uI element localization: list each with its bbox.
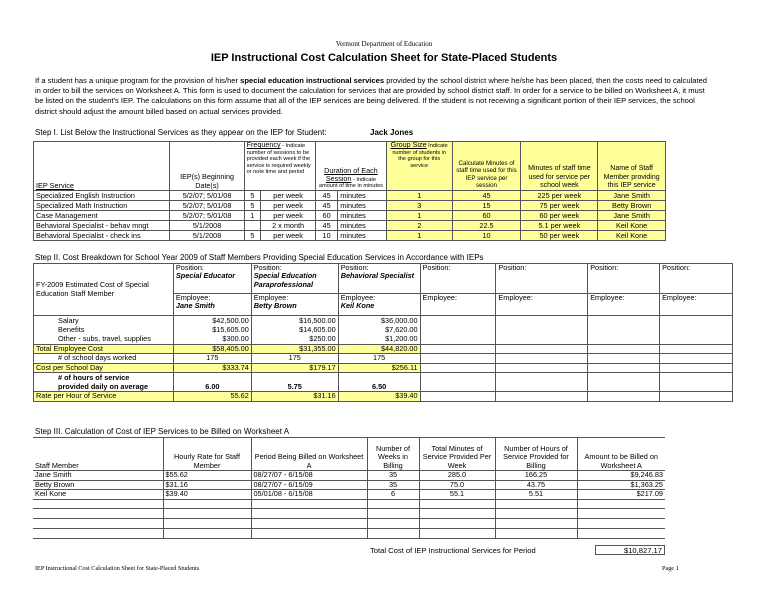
employee-label: Employee: bbox=[175, 293, 211, 302]
salary bbox=[34, 316, 733, 326]
header-iep-service: IEP Service bbox=[34, 142, 170, 191]
service-staff-name: Betty Brown bbox=[598, 201, 666, 211]
billing-amount: $9,246.83 bbox=[577, 471, 665, 481]
other-costs-value: $300.00 bbox=[173, 335, 251, 345]
empty-cell bbox=[163, 509, 251, 519]
employee-cell-empty: Employee: bbox=[660, 294, 733, 316]
billing-minutes: 55.1 bbox=[419, 490, 495, 500]
position-row bbox=[34, 264, 733, 294]
employee-cell bbox=[251, 294, 338, 316]
header-staff-name: Name of Staff Member providing this IEP service bbox=[598, 142, 666, 191]
empty-cell bbox=[660, 335, 733, 345]
employee-cell bbox=[173, 294, 251, 316]
position-label: Position: bbox=[253, 263, 282, 272]
header-weeks: Number of Weeks in Billing bbox=[367, 438, 419, 471]
empty-cell bbox=[495, 499, 577, 509]
empty-cell bbox=[367, 528, 419, 538]
empty-cell bbox=[420, 392, 496, 402]
empty-cell bbox=[251, 499, 367, 509]
billing-member: Betty Brown bbox=[33, 480, 163, 490]
other-costs-value: $250.00 bbox=[251, 335, 338, 345]
billing-hours: 166.25 bbox=[495, 471, 577, 481]
empty-cell bbox=[33, 528, 163, 538]
service-group-size: 3 bbox=[386, 201, 452, 211]
step3-label: Step III. Calculation of Cost of IEP Services to be Billed on Worksheet A bbox=[35, 427, 290, 436]
service-minutes-week: 225 per week bbox=[521, 191, 598, 201]
service-duration-unit: minutes bbox=[338, 201, 387, 211]
service-group-size: 1 bbox=[386, 211, 452, 221]
service-duration: 45 bbox=[315, 201, 337, 211]
service-name: Case Management bbox=[34, 211, 170, 221]
service-dates: 5/2/07; 5/01/08 bbox=[170, 201, 244, 211]
total-cost-label: Total Cost of IEP Instructional Services for Period bbox=[370, 546, 536, 555]
service-staff-name: Jane Smith bbox=[598, 191, 666, 201]
service-group-size: 2 bbox=[386, 221, 452, 231]
benefits-label: Benefits bbox=[34, 325, 174, 335]
service-minutes-week: 50 per week bbox=[521, 231, 598, 241]
school-days-value: 175 bbox=[173, 354, 251, 364]
empty-cell bbox=[588, 382, 660, 392]
header-minutes-week: Minutes of staff time used for service per school week bbox=[521, 142, 598, 191]
position-cell bbox=[338, 264, 420, 294]
billing-row bbox=[33, 490, 665, 500]
hours-daily-label2: provided daily on average bbox=[34, 382, 174, 392]
empty-cell bbox=[496, 382, 588, 392]
salary-value: $36,000.00 bbox=[338, 316, 420, 326]
empty-cell bbox=[577, 509, 665, 519]
empty-cell bbox=[496, 373, 588, 383]
school-days bbox=[34, 354, 733, 364]
service-duration-unit: minutes bbox=[338, 211, 387, 221]
service-duration-unit: minutes bbox=[338, 191, 387, 201]
service-period: per week bbox=[261, 191, 316, 201]
empty-cell bbox=[495, 519, 577, 529]
empty-cell bbox=[660, 316, 733, 326]
employee-name: Jane Smith bbox=[175, 301, 215, 311]
billing-rate: $39.40 bbox=[163, 490, 251, 500]
header-billing-period: Period Being Billed on Worksheet A bbox=[251, 438, 367, 471]
service-row bbox=[34, 231, 666, 241]
intro-paragraph: If a student has a unique program for the provision of his/her special education instructional services provided by the school district where he/she has been placed, then the costs need to calculated in order to bill the services on Worksheet A. This form is used to document the calculation for services that are provided by school district staff. In order for a service to be billed on Worksheet A, it must be listed on the student's IEP. The calculations on this form assume that all of the IEP services are being delivered. If the student is not receiving a significant portion of their IEP services, the school district should adjust the amount billed based on actual services provided. bbox=[35, 76, 708, 116]
empty-cell bbox=[577, 519, 665, 529]
billing-hours: 43.75 bbox=[495, 480, 577, 490]
empty-cell bbox=[251, 509, 367, 519]
empty-cell bbox=[420, 382, 496, 392]
empty-cell bbox=[33, 519, 163, 529]
service-minutes-week: 75 per week bbox=[521, 201, 598, 211]
service-name: Specialized Math Instruction bbox=[34, 201, 170, 211]
cost-per-day-value: $333.74 bbox=[173, 363, 251, 373]
step3-table bbox=[33, 437, 665, 539]
hourly-rate bbox=[34, 392, 733, 402]
hours-daily-value: 6.50 bbox=[338, 373, 420, 392]
empty-cell bbox=[367, 499, 419, 509]
empty-cell bbox=[419, 509, 495, 519]
cost-row-label: FY-2009 Estimated Cost of Special Education Staff Member bbox=[34, 264, 174, 316]
service-dates: 5/1/2008 bbox=[170, 231, 244, 241]
billing-row-empty bbox=[33, 528, 665, 538]
header-staff-member: Staff Member bbox=[33, 438, 163, 471]
service-group-size: 1 bbox=[386, 231, 452, 241]
header-hours: Number of Hours of Service Provided for Billing bbox=[495, 438, 577, 471]
empty-cell bbox=[495, 509, 577, 519]
employee-name: Betty Brown bbox=[253, 301, 297, 311]
service-frequency bbox=[244, 221, 261, 231]
header-duration: Duration of Each Session - Indicate amount of time in minutes bbox=[315, 142, 386, 191]
empty-cell bbox=[660, 363, 733, 373]
empty-cell bbox=[577, 499, 665, 509]
billing-row-empty bbox=[33, 499, 665, 509]
school-days-value: 175 bbox=[338, 354, 420, 364]
salary-value: $42,500.00 bbox=[173, 316, 251, 326]
benefits-value: $14,605.00 bbox=[251, 325, 338, 335]
service-period: per week bbox=[261, 201, 316, 211]
empty-cell bbox=[588, 354, 660, 364]
salary-label: Salary bbox=[34, 316, 174, 326]
billing-weeks: 6 bbox=[367, 490, 419, 500]
service-minutes-week: 60 per week bbox=[521, 211, 598, 221]
total-cost-label: Total Employee Cost bbox=[34, 344, 174, 354]
service-calc-minutes: 15 bbox=[452, 201, 521, 211]
employee-label: Employee: bbox=[253, 293, 289, 302]
hours-daily-value: 6.00 bbox=[173, 373, 251, 392]
service-duration-unit: minutes bbox=[338, 221, 387, 231]
billing-row-empty bbox=[33, 509, 665, 519]
billing-rate: $55.62 bbox=[163, 471, 251, 481]
other-costs-label: Other - subs, travel, supplies bbox=[34, 335, 174, 345]
billing-minutes: 75.0 bbox=[419, 480, 495, 490]
step2-label: Step II. Cost Breakdown for School Year 2009 of Staff Members Providing Special Education Services in Accordance with IEPs bbox=[35, 253, 484, 262]
service-period: 2 x month bbox=[261, 221, 316, 231]
salary-value: $16,500.00 bbox=[251, 316, 338, 326]
hours-daily-value: 5.75 bbox=[251, 373, 338, 392]
cost-per-day-value: $179.17 bbox=[251, 363, 338, 373]
service-duration: 60 bbox=[315, 211, 337, 221]
employee-cell-empty: Employee: bbox=[496, 294, 588, 316]
employee-label: Employee: bbox=[340, 293, 376, 302]
empty-cell bbox=[496, 354, 588, 364]
empty-cell bbox=[420, 373, 496, 383]
empty-cell bbox=[496, 325, 588, 335]
service-group-size: 1 bbox=[386, 191, 452, 201]
hours-daily-label: # of hours of service bbox=[34, 373, 174, 383]
position-cell bbox=[251, 264, 338, 294]
step1-label: Step I. List Below the Instructional Services as they appear on the IEP for Student: bbox=[35, 128, 327, 137]
service-duration: 10 bbox=[315, 231, 337, 241]
billing-member: Jane Smith bbox=[33, 471, 163, 481]
billing-row bbox=[33, 480, 665, 490]
empty-cell bbox=[588, 392, 660, 402]
service-frequency: 1 bbox=[244, 211, 261, 221]
total-cost-value: $58,405.00 bbox=[173, 344, 251, 354]
service-name: Behavioral Specialist - check ins bbox=[34, 231, 170, 241]
empty-cell bbox=[577, 528, 665, 538]
empty-cell bbox=[660, 392, 733, 402]
service-period: per week bbox=[261, 211, 316, 221]
cost-per-day-label: Cost per School Day bbox=[34, 363, 174, 373]
benefits-value: $7,620.00 bbox=[338, 325, 420, 335]
empty-cell bbox=[420, 316, 496, 326]
empty-cell bbox=[660, 382, 733, 392]
position-title: Behavioral Specialist bbox=[340, 271, 415, 281]
empty-cell bbox=[660, 344, 733, 354]
billing-amount: $1,363.25 bbox=[577, 480, 665, 490]
header-group-size: Group Size Indicate number of students in the group for this service bbox=[386, 142, 452, 191]
service-duration: 45 bbox=[315, 191, 337, 201]
service-frequency: 5 bbox=[244, 201, 261, 211]
empty-cell bbox=[496, 335, 588, 345]
service-calc-minutes: 60 bbox=[452, 211, 521, 221]
billing-period: 08/27/07 - 6/15/08 bbox=[251, 471, 367, 481]
empty-cell bbox=[251, 528, 367, 538]
billing-member: Keil Kone bbox=[33, 490, 163, 500]
empty-cell bbox=[420, 335, 496, 345]
empty-cell bbox=[420, 325, 496, 335]
header-dates: IEP(s) Beginning Date(s) bbox=[170, 142, 244, 191]
empty-cell bbox=[588, 316, 660, 326]
service-row bbox=[34, 211, 666, 221]
cost-per-day bbox=[34, 363, 733, 373]
hourly-rate-label: Rate per Hour of Service bbox=[34, 392, 174, 402]
header-amount: Amount to be Billed on Worksheet A bbox=[577, 438, 665, 471]
hourly-rate-value: 55.62 bbox=[173, 392, 251, 402]
billing-amount: $217.09 bbox=[577, 490, 665, 500]
footer-page-number: Page 1 bbox=[662, 565, 679, 572]
empty-cell bbox=[660, 373, 733, 383]
position-cell-empty: Position: bbox=[420, 264, 496, 294]
empty-cell bbox=[495, 528, 577, 538]
empty-cell bbox=[496, 344, 588, 354]
empty-cell bbox=[367, 519, 419, 529]
step3-header-row bbox=[33, 438, 665, 471]
service-row bbox=[34, 191, 666, 201]
position-label: Position: bbox=[175, 263, 204, 272]
empty-cell bbox=[163, 499, 251, 509]
service-dates: 5/1/2008 bbox=[170, 221, 244, 231]
service-duration-unit: minutes bbox=[338, 231, 387, 241]
step2-table bbox=[33, 263, 733, 402]
hourly-rate-value: $31.16 bbox=[251, 392, 338, 402]
billing-weeks: 35 bbox=[367, 471, 419, 481]
employee-cell bbox=[338, 294, 420, 316]
billing-period: 05/01/08 - 6/15/08 bbox=[251, 490, 367, 500]
cost-per-day-value: $256.11 bbox=[338, 363, 420, 373]
empty-cell bbox=[420, 354, 496, 364]
empty-cell bbox=[419, 519, 495, 529]
employee-cell-empty: Employee: bbox=[588, 294, 660, 316]
empty-cell bbox=[588, 363, 660, 373]
position-title: Special Education Paraprofessional bbox=[253, 271, 317, 289]
empty-cell bbox=[588, 373, 660, 383]
position-label: Position: bbox=[340, 263, 369, 272]
position-cell-empty: Position: bbox=[496, 264, 588, 294]
service-frequency: 5 bbox=[244, 191, 261, 201]
empty-cell bbox=[419, 499, 495, 509]
empty-cell bbox=[163, 519, 251, 529]
service-dates: 5/2/07; 5/01/08 bbox=[170, 211, 244, 221]
employee-name: Keil Kone bbox=[340, 301, 375, 311]
position-cell bbox=[173, 264, 251, 294]
agency-name: Vermont Department of Education bbox=[335, 40, 433, 48]
empty-cell bbox=[420, 344, 496, 354]
empty-cell bbox=[496, 392, 588, 402]
student-name: Jack Jones bbox=[370, 128, 414, 137]
service-staff-name: Keil Kone bbox=[598, 221, 666, 231]
billing-rate: $31.16 bbox=[163, 480, 251, 490]
billing-period: 08/27/07 - 6/15/09 bbox=[251, 480, 367, 490]
other-costs-value: $1,200.00 bbox=[338, 335, 420, 345]
header-hourly-rate: Hourly Rate for Staff Member bbox=[163, 438, 251, 471]
header-minutes-week: Total Minutes of Service Provided Per Week bbox=[419, 438, 495, 471]
empty-cell bbox=[660, 325, 733, 335]
other-costs bbox=[34, 335, 733, 345]
service-dates: 5/2/07; 5/01/08 bbox=[170, 191, 244, 201]
employee-cell-empty: Employee: bbox=[420, 294, 496, 316]
empty-cell bbox=[496, 316, 588, 326]
total-cost-value: $10,827.17 bbox=[595, 545, 665, 555]
header-calc-minutes: Calculate Minutes of staff time used for this IEP service per session bbox=[452, 142, 521, 191]
benefits-value: $15,605.00 bbox=[173, 325, 251, 335]
billing-weeks: 35 bbox=[367, 480, 419, 490]
position-cell-empty: Position: bbox=[660, 264, 733, 294]
position-cell-empty: Position: bbox=[588, 264, 660, 294]
total-cost bbox=[34, 344, 733, 354]
empty-cell bbox=[419, 528, 495, 538]
billing-row bbox=[33, 471, 665, 481]
service-row bbox=[34, 201, 666, 211]
empty-cell bbox=[588, 325, 660, 335]
service-calc-minutes: 22.5 bbox=[452, 221, 521, 231]
position-title: Special Educator bbox=[175, 271, 236, 281]
hours-daily bbox=[34, 373, 733, 383]
service-name: Behavioral Specialist - behav mngt bbox=[34, 221, 170, 231]
page-title: IEP Instructional Cost Calculation Sheet for State-Placed Students bbox=[210, 52, 558, 64]
empty-cell bbox=[367, 509, 419, 519]
service-duration: 45 bbox=[315, 221, 337, 231]
service-period: per week bbox=[261, 231, 316, 241]
hourly-rate-value: $39.40 bbox=[338, 392, 420, 402]
service-staff-name: Jane Smith bbox=[598, 211, 666, 221]
benefits bbox=[34, 325, 733, 335]
service-calc-minutes: 10 bbox=[452, 231, 521, 241]
footer-title: IEP Instructional Cost Calculation Sheet for State-Placed Students bbox=[35, 565, 200, 572]
empty-cell bbox=[163, 528, 251, 538]
school-days-value: 175 bbox=[251, 354, 338, 364]
billing-hours: 5.51 bbox=[495, 490, 577, 500]
empty-cell bbox=[588, 344, 660, 354]
service-staff-name: Keil Kone bbox=[598, 231, 666, 241]
empty-cell bbox=[496, 363, 588, 373]
empty-cell bbox=[588, 335, 660, 345]
empty-cell bbox=[33, 509, 163, 519]
billing-minutes: 285.0 bbox=[419, 471, 495, 481]
billing-row-empty bbox=[33, 519, 665, 529]
header-frequency: Frequency - Indicate number of sessions to be provided each week if the service is required weekly or note time and period bbox=[244, 142, 315, 191]
service-name: Specialized English Instruction bbox=[34, 191, 170, 201]
empty-cell bbox=[33, 499, 163, 509]
empty-cell bbox=[251, 519, 367, 529]
school-days-label: # of school days worked bbox=[34, 354, 174, 364]
service-frequency: 5 bbox=[244, 231, 261, 241]
service-row bbox=[34, 221, 666, 231]
step1-table bbox=[33, 141, 666, 241]
total-cost-value: $44,820.00 bbox=[338, 344, 420, 354]
empty-cell bbox=[660, 354, 733, 364]
service-calc-minutes: 45 bbox=[452, 191, 521, 201]
empty-cell bbox=[420, 363, 496, 373]
total-cost-value: $31,355.00 bbox=[251, 344, 338, 354]
service-minutes-week: 5.1 per week bbox=[521, 221, 598, 231]
